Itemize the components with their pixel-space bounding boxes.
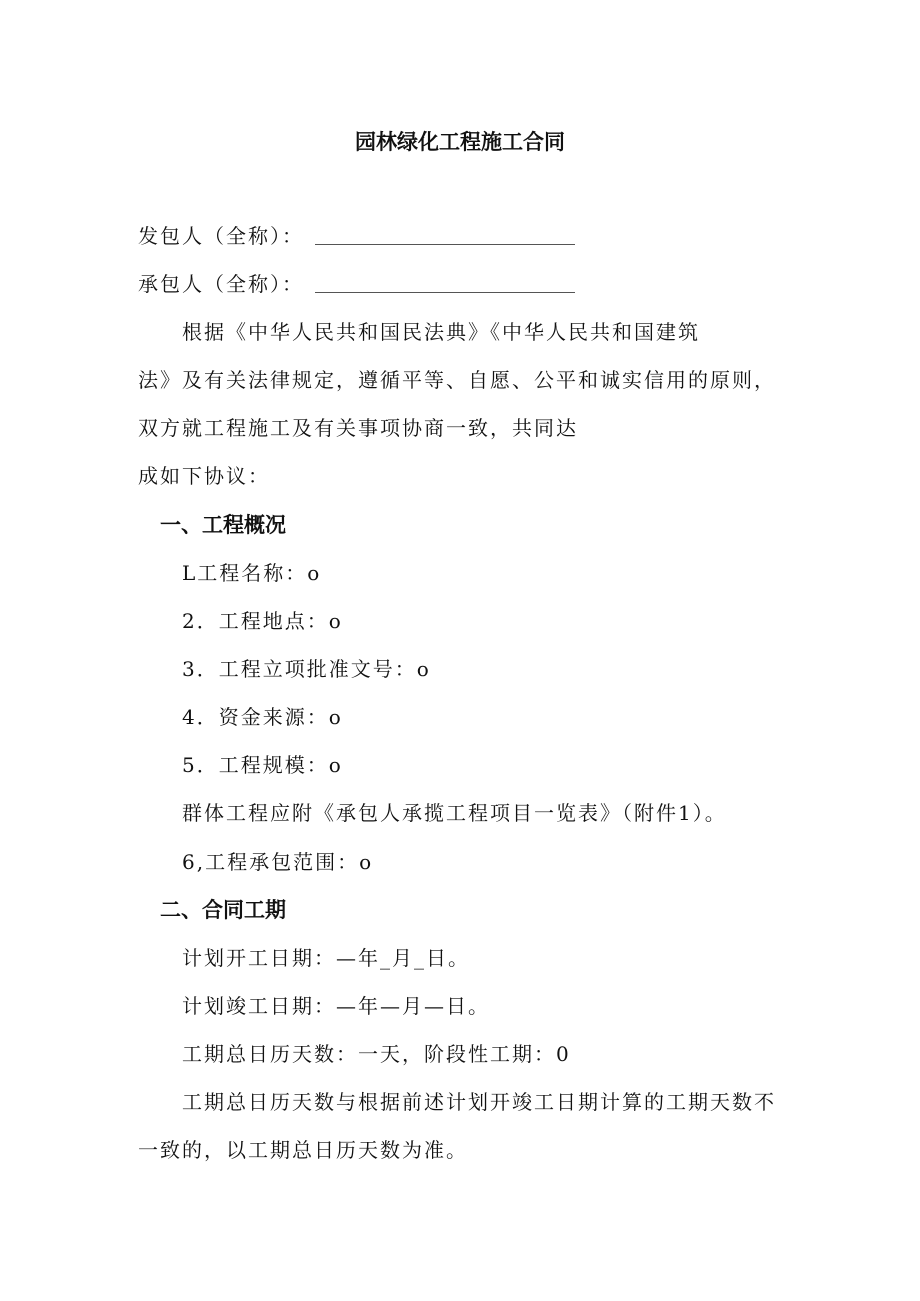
preamble-line-1: 根据《中华人民共和国民法典》《中华人民共和国建筑 bbox=[182, 320, 700, 344]
overview-item-location: 2．工程地点：o bbox=[182, 609, 343, 633]
duration-note-line-1: 工期总日历天数与根据前述计划开竣工日期计算的工期天数不 bbox=[182, 1090, 776, 1114]
overview-item-scale: 5．工程规模：o bbox=[182, 753, 343, 777]
document-title: 园林绿化工程施工合同 bbox=[355, 130, 565, 154]
overview-group-note: 群体工程应附《承包人承揽工程项目一览表》（附件1）。 bbox=[182, 801, 727, 825]
duration-item-total-days: 工期总日历天数：一天，阶段性工期：0 bbox=[182, 1042, 571, 1066]
section-heading-duration: 二、合同工期 bbox=[160, 898, 286, 922]
preamble-line-3: 双方就工程施工及有关事项协商一致，共同达 bbox=[138, 416, 578, 440]
preamble-line-2: 法》及有关法律规定，遵循平等、自愿、公平和诚实信用的原则， bbox=[138, 368, 776, 392]
duration-note-line-2: 一致的，以工期总日历天数为准。 bbox=[138, 1138, 468, 1162]
overview-item-scope: 6,工程承包范围：o bbox=[182, 850, 374, 874]
employer-label: 发包人（全称）： bbox=[138, 224, 304, 248]
duration-item-completion-date: 计划竣工日期：—年—月—日。 bbox=[182, 994, 490, 1018]
preamble-line-4: 成如下协议： bbox=[138, 464, 270, 488]
overview-item-name: L工程名称：o bbox=[182, 561, 322, 585]
overview-item-approval-number: 3．工程立项批准文号：o bbox=[182, 657, 431, 681]
contractor-label: 承包人（全称）： bbox=[138, 272, 304, 296]
contractor-name-blank bbox=[315, 292, 575, 293]
employer-name-blank bbox=[315, 244, 575, 245]
duration-item-start-date: 计划开工日期：—年_月_日。 bbox=[182, 946, 470, 970]
section-heading-overview: 一、工程概况 bbox=[160, 513, 286, 537]
overview-item-funding-source: 4．资金来源：o bbox=[182, 705, 343, 729]
